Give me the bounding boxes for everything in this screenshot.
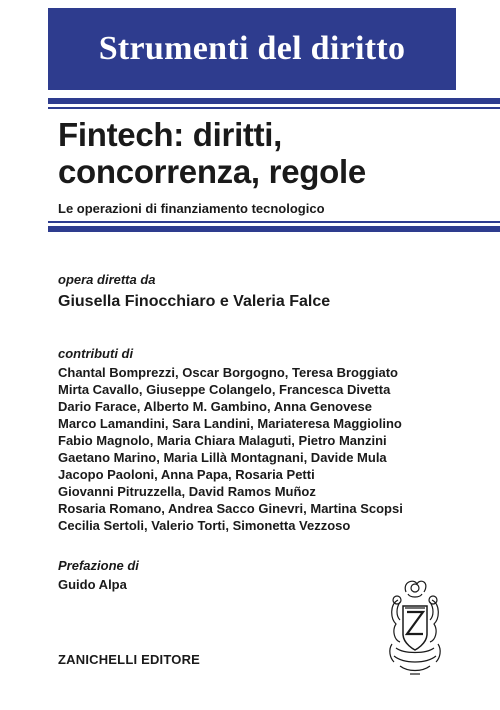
- contributors-line: Rosaria Romano, Andrea Sacco Ginevri, Martina Scopsi: [58, 501, 403, 516]
- bottom-rule-thin: [48, 221, 500, 223]
- contributors-line: Marco Lamandini, Sara Landini, Mariateresa Maggiolino: [58, 416, 402, 431]
- contributors-line: Chantal Bomprezzi, Oscar Borgogno, Teresa Broggiato: [58, 365, 398, 380]
- contributors-line: Jacopo Paoloni, Anna Papa, Rosaria Petti: [58, 467, 315, 482]
- contributors-line: Gaetano Marino, Maria Lillà Montagnani, Davide Mula: [58, 450, 387, 465]
- series-title: Strumenti del diritto: [98, 30, 406, 67]
- top-rule-thin: [48, 107, 500, 109]
- publisher-name: ZANICHELLI EDITORE: [58, 652, 201, 667]
- series-band: [48, 8, 456, 90]
- preface-label: Prefazione di: [58, 558, 139, 573]
- contributors-line: Cecilia Sertoli, Valerio Torti, Simonetta Vezzoso: [58, 518, 351, 533]
- book-title-line-2: concorrenza, regole: [58, 153, 366, 190]
- book-subtitle: Le operazioni di finanziamento tecnologico: [58, 201, 325, 216]
- contributors-line: Fabio Magnolo, Maria Chiara Malaguti, Pietro Manzini: [58, 433, 387, 448]
- preface-author: Guido Alpa: [58, 577, 127, 592]
- book-title-line-1: Fintech: diritti,: [58, 116, 283, 153]
- editors-names: Giusella Finocchiaro e Valeria Falce: [58, 293, 331, 310]
- contributors-list: [58, 364, 403, 534]
- bottom-rule-thick: [48, 226, 500, 232]
- zanichelli-emblem-icon: [384, 578, 446, 680]
- book-title: [58, 116, 478, 190]
- contributors-line: Dario Farace, Alberto M. Gambino, Anna Genovese: [58, 399, 372, 414]
- contributors-label: contributi di: [58, 346, 134, 361]
- contributors-line: Giovanni Pitruzzella, David Ramos Muñoz: [58, 484, 316, 499]
- contributors-line: Mirta Cavallo, Giuseppe Colangelo, Francesca Divetta: [58, 382, 391, 397]
- editors-label: opera diretta da: [58, 272, 156, 287]
- top-rule-thick: [48, 98, 500, 104]
